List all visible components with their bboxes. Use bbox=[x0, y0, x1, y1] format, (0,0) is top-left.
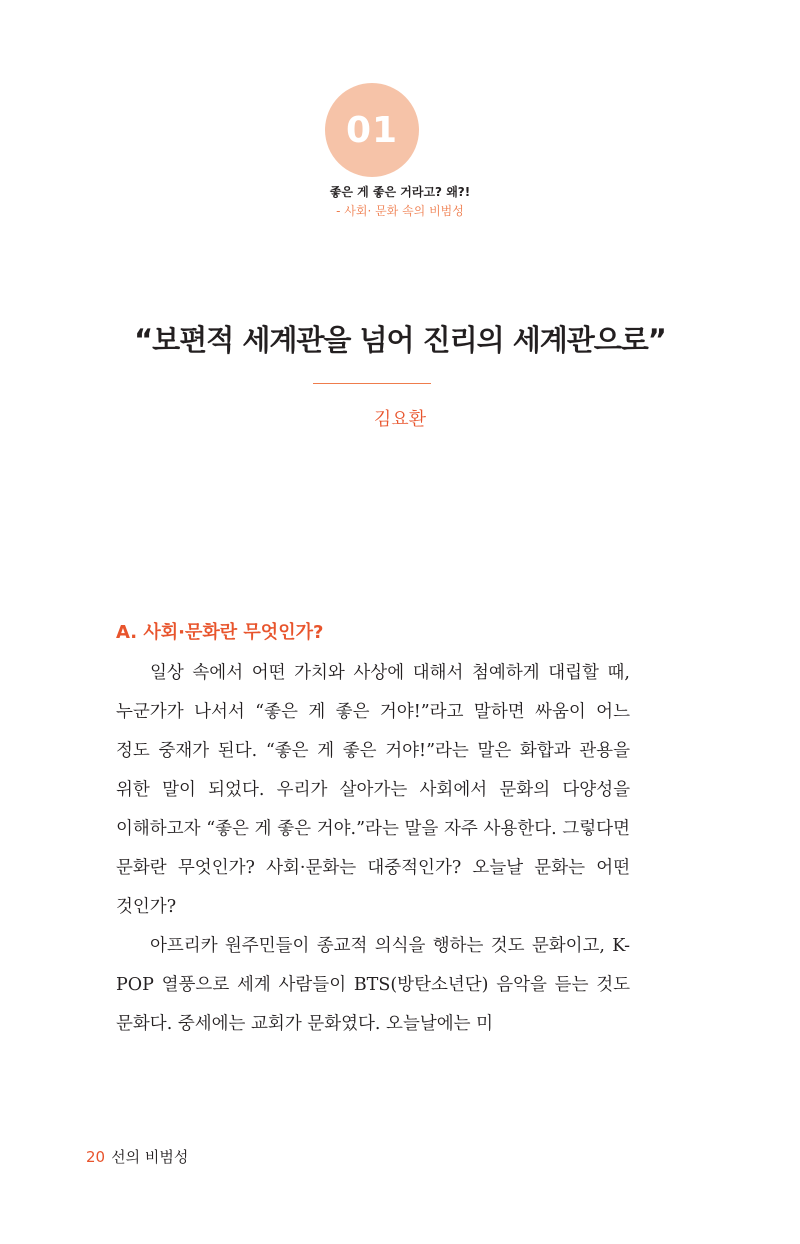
title-divider bbox=[313, 383, 431, 384]
running-book-title: 선의 비범성 bbox=[111, 1148, 189, 1166]
page-footer bbox=[86, 1146, 188, 1167]
essay-title: “보편적 세계관을 넘어 진리의 세계관으로” bbox=[134, 323, 666, 357]
chapter-number: 01 bbox=[345, 109, 399, 151]
chapter-number-badge bbox=[325, 83, 419, 177]
body-text bbox=[116, 654, 630, 1044]
chapter-title: 좋은 게 좋은 거라고? 왜?! bbox=[329, 185, 471, 199]
page-number: 20 bbox=[86, 1148, 106, 1166]
chapter-subtitle: - 사회· 문화 속의 비범성 bbox=[336, 204, 464, 218]
body-paragraph: 아프리카 원주민들이 종교적 의식을 행하는 것도 문화이고, K-POP 열풍으로 세계 사람들이 BTS(방탄소년단) 음악을 듣는 것도 문화다. 중세에는 교회가 문화였다. 오늘날에는 미 bbox=[116, 936, 630, 1034]
body-paragraph: 일상 속에서 어떤 가치와 사상에 대해서 첨예하게 대립할 때, 누군가가 나서서 “좋은 게 좋은 거야!”라고 말하면 싸움이 어느 정도 중재가 된다. “좋은 게 좋은 거야!”라는 말은 화합과 관용을 위한 말이 되었다. 우리가 살아가는 사회에서 문화의 다양성을 이해하고자 “좋은 게 좋은 거야.”라는 말을 자주 사용한다. 그렇다면 문화란 무엇인가? 사회·문화는 대중적인가? 오늘날 문화는 어떤 것인가? bbox=[116, 663, 630, 917]
essay-author: 김요환 bbox=[373, 409, 427, 430]
section-heading: A. 사회·문화란 무엇인가? bbox=[116, 622, 324, 643]
